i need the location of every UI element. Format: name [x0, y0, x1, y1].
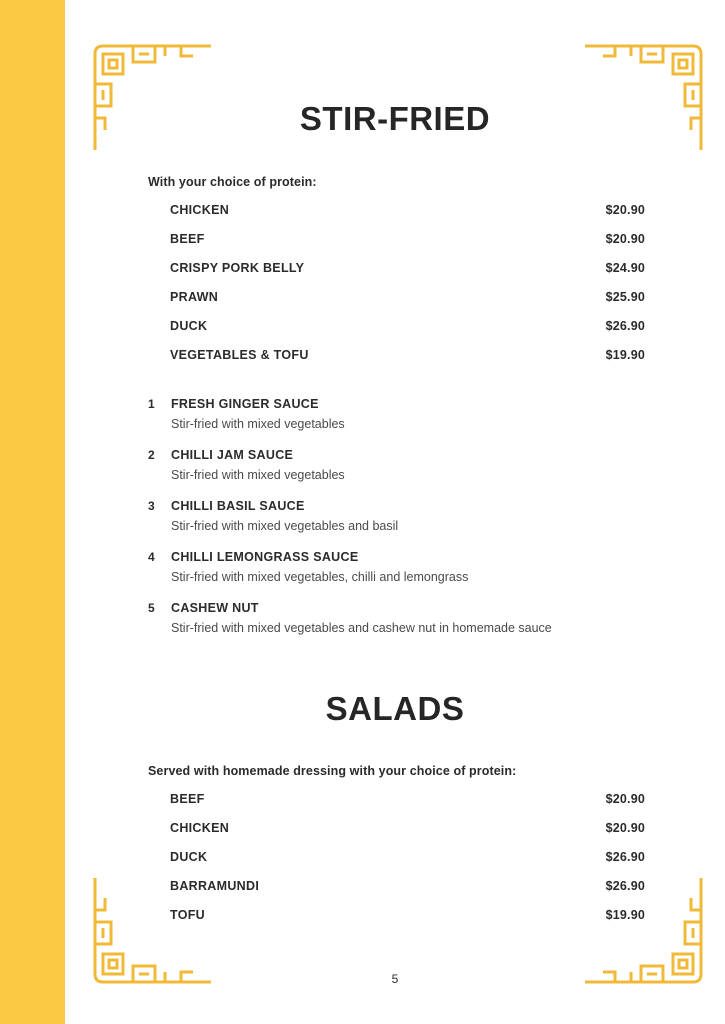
dish-item: [148, 396, 668, 434]
protein-price: $19.90: [605, 908, 645, 922]
price-row: [170, 792, 645, 821]
protein-name: TOFU: [170, 908, 205, 922]
protein-price: $24.90: [605, 261, 645, 275]
protein-name: CHICKEN: [170, 821, 230, 835]
dish-item: [148, 498, 668, 536]
price-row: [170, 850, 645, 879]
protein-price: $26.90: [605, 879, 645, 893]
protein-name: CHICKEN: [170, 203, 230, 217]
dish-name: CHILLI BASIL SAUCE: [171, 499, 305, 513]
dish-description: Stir-fried with mixed vegetables and basil: [171, 519, 399, 533]
protein-price: $26.90: [605, 319, 645, 333]
section-lead-stir-fried: With your choice of protein:: [148, 175, 317, 189]
protein-price: $20.90: [605, 203, 645, 217]
protein-price: $19.90: [605, 348, 645, 362]
protein-price: $25.90: [605, 290, 645, 304]
accent-sidebar: [0, 0, 65, 1024]
protein-name: BEEF: [170, 232, 205, 246]
price-row: [170, 232, 645, 261]
dish-name: CASHEW NUT: [171, 601, 259, 615]
protein-price: $20.90: [605, 232, 645, 246]
dish-number: 1: [148, 397, 155, 411]
price-row: [170, 348, 645, 377]
section-lead-salads: Served with homemade dressing with your choice of protein:: [148, 764, 517, 778]
section-title-stir-fried: STIR-FRIED: [299, 100, 491, 137]
protein-price: $20.90: [605, 821, 645, 835]
protein-price: $20.90: [605, 792, 645, 806]
dish-description: Stir-fried with mixed vegetables: [171, 468, 345, 482]
price-row: [170, 821, 645, 850]
dish-number: 4: [148, 550, 155, 564]
protein-name: PRAWN: [170, 290, 219, 304]
price-row: [170, 879, 645, 908]
protein-name: CRISPY PORK BELLY: [170, 261, 305, 275]
protein-name: DUCK: [170, 850, 208, 864]
protein-price: $26.90: [605, 850, 645, 864]
dish-description: Stir-fried with mixed vegetables and cashew nut in homemade sauce: [171, 621, 552, 635]
protein-price-list-stir-fried: [170, 203, 645, 377]
protein-price-list-salads: [170, 792, 645, 937]
protein-name: DUCK: [170, 319, 208, 333]
protein-name: BEEF: [170, 792, 205, 806]
dish-name: FRESH GINGER SAUCE: [171, 397, 319, 411]
dish-number: 5: [148, 601, 155, 615]
dish-description: Stir-fried with mixed vegetables, chilli and lemongrass: [171, 570, 469, 584]
price-row: [170, 203, 645, 232]
price-row: [170, 261, 645, 290]
price-row: [170, 290, 645, 319]
protein-name: VEGETABLES & TOFU: [170, 348, 309, 362]
section-title-salads: SALADS: [325, 690, 465, 727]
dish-name: CHILLI LEMONGRASS SAUCE: [171, 550, 359, 564]
dish-list-stir-fried: [148, 396, 668, 651]
protein-name: BARRAMUNDI: [170, 879, 260, 893]
dish-number: 2: [148, 448, 155, 462]
page-number: 5: [391, 972, 399, 986]
dish-number: 3: [148, 499, 155, 513]
dish-item: [148, 549, 668, 587]
page-content: [65, 0, 725, 1024]
dish-item: [148, 600, 668, 638]
dish-item: [148, 447, 668, 485]
dish-name: CHILLI JAM SAUCE: [171, 448, 294, 462]
price-row: [170, 319, 645, 348]
price-row: [170, 908, 645, 937]
dish-description: Stir-fried with mixed vegetables: [171, 417, 345, 431]
